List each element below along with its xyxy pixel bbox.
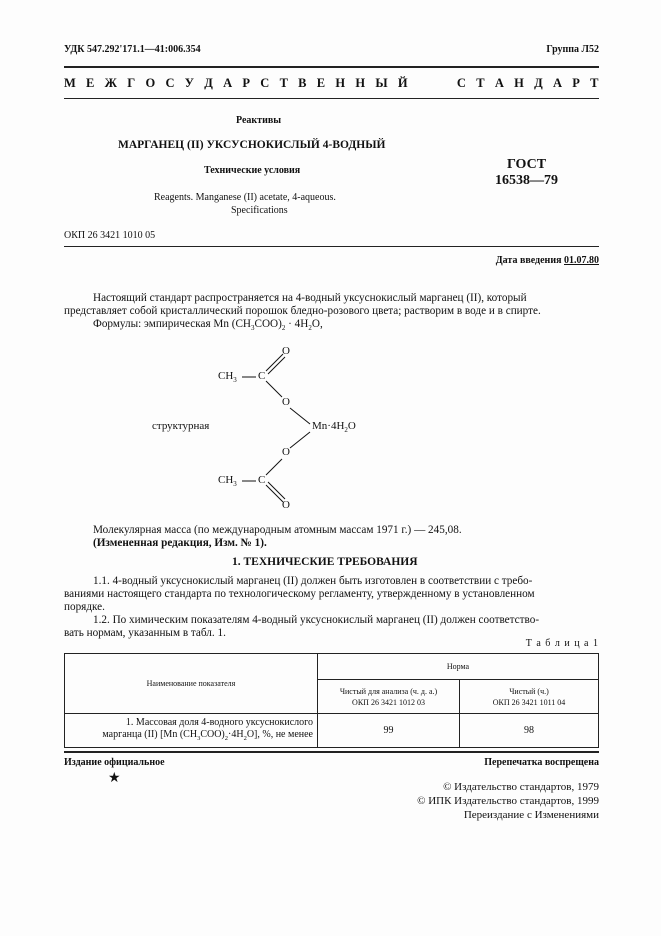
clause-1-2-line-1: 1.2. По химическим показателям 4-водный уксуснокислый марганец (II) должен соответство- bbox=[93, 614, 540, 626]
empirical-formula: Формулы: эмпирическая Mn $(CH_3COO)_2 \cdot 4H_2O$, bbox=[93, 318, 323, 333]
intro-line-1: Настоящий стандарт распространяется на 4-водный уксуснокислый марганец (II), который bbox=[93, 292, 527, 304]
norm-header: Норма bbox=[318, 654, 599, 680]
introduction-date bbox=[496, 255, 599, 266]
carbon-top: C bbox=[258, 370, 266, 382]
bond-c-o-double-top-a bbox=[266, 354, 283, 371]
introduction-date-value: 01.07.80 bbox=[564, 255, 599, 266]
clause-1-2-line-2: вать нормам, указанным в табл. 1. bbox=[64, 627, 226, 639]
gost-number: 16538—79 bbox=[495, 173, 558, 188]
intro-line-2: представляет собой кристаллический порошок бледно-розового цвета; растворим в воде и в спирте. bbox=[64, 305, 541, 317]
clause-1-1-line-1: 1.1. 4-водный уксуснокислый марганец (II) должен быть изготовлен в соответствии с требо- bbox=[93, 575, 533, 587]
col-ch-header: Чистый (ч.) ОКП 26 3421 1011 04 bbox=[460, 680, 599, 714]
bond-o-mn-top bbox=[290, 408, 310, 424]
okp-code: ОКП 26 3421 1010 05 bbox=[64, 230, 156, 241]
copyright-1999: © ИПК Издательство стандартов, 1999 bbox=[417, 795, 599, 807]
section-1-heading: 1. ТЕХНИЧЕСКИЕ ТРЕБОВАНИЯ bbox=[232, 556, 418, 568]
bond-c-o-double-top-b bbox=[268, 357, 285, 374]
category: Реактивы bbox=[236, 115, 282, 126]
structural-formula-diagram bbox=[210, 340, 390, 520]
oxygen-single-top: O bbox=[282, 396, 290, 408]
bond-c-o-double-bottom-a bbox=[266, 485, 283, 502]
bond-o-mn-bottom bbox=[290, 432, 310, 448]
group-code: Группа Л52 bbox=[546, 44, 599, 55]
structural-label: структурная bbox=[152, 420, 210, 432]
molecular-mass: Молекулярная масса (по международным атомным массам 1971 г.) — 245,08. bbox=[93, 524, 462, 536]
star-icon: ★ bbox=[108, 771, 121, 786]
reissue-note: Переиздание с Изменениями bbox=[463, 809, 599, 821]
bond-c-o-bottom bbox=[266, 459, 282, 475]
oxygen-single-bottom: O bbox=[282, 446, 290, 458]
official-edition: Издание официальное bbox=[64, 757, 165, 768]
introduction-date-label: Дата введения bbox=[495, 255, 562, 266]
carbon-bottom: C bbox=[258, 474, 266, 486]
interstate-standard-banner: М Е Ж Г О С У Д А Р С Т В Е Н Н Ы Й С Т А Н Д А Р Т bbox=[64, 76, 599, 90]
bond-c-o-top bbox=[266, 381, 282, 397]
document-subtitle: Технические условия bbox=[204, 165, 301, 176]
header-rule bbox=[64, 66, 599, 68]
ch3-top: $CH_3$ bbox=[218, 370, 237, 385]
copyright-1979: © Издательство стандартов, 1979 bbox=[443, 781, 599, 793]
col-name-header: Наименование показателя bbox=[65, 654, 318, 714]
ch3-bottom: $CH_3$ bbox=[218, 474, 237, 489]
reprint-prohibited: Перепечатка воспрещена bbox=[484, 757, 599, 768]
english-title-line1: Reagents. Manganese (II) acetate, 4-aqueous. bbox=[154, 192, 336, 203]
row-ch-value: 98 bbox=[460, 714, 599, 748]
table-caption: Т а б л и ц а 1 bbox=[525, 638, 599, 649]
footer-rule bbox=[64, 751, 599, 753]
oxygen-double-top: O bbox=[282, 345, 290, 357]
row-chda-value: 99 bbox=[318, 714, 460, 748]
udk-code: УДК 547.292'171.1—41:006.354 bbox=[64, 44, 201, 55]
mn-hydrate: $Mn\cdot 4H_2O$ bbox=[312, 420, 356, 435]
clause-1-1-line-3: порядке. bbox=[64, 601, 105, 613]
edition-note: (Измененная редакция, Изм. № 1). bbox=[93, 537, 267, 549]
norms-table bbox=[64, 653, 599, 748]
title-rule bbox=[64, 246, 599, 247]
banner-rule bbox=[64, 98, 599, 99]
gost-label: ГОСТ bbox=[507, 157, 547, 172]
table-row bbox=[65, 714, 599, 748]
col-chda-header: Чистый для анализа (ч. д. а.) ОКП 26 3421 1012 03 bbox=[318, 680, 460, 714]
english-title-line2: Specifications bbox=[231, 205, 288, 216]
oxygen-double-bottom: O bbox=[282, 499, 290, 511]
row-name: 1. Массовая доля 4-водного уксуснокислого марганца (II) [Mn $(CH_3COO)_2\cdot 4H_2O$], %, не менее bbox=[65, 714, 318, 748]
document-title: МАРГАНЕЦ (II) УКСУСНОКИСЛЫЙ 4-ВОДНЫЙ bbox=[118, 139, 386, 151]
bond-c-o-double-bottom-b bbox=[268, 482, 285, 499]
clause-1-1-line-2: ваниями настоящего стандарта по технологическому регламенту, утвержденному в установленном bbox=[64, 588, 535, 600]
